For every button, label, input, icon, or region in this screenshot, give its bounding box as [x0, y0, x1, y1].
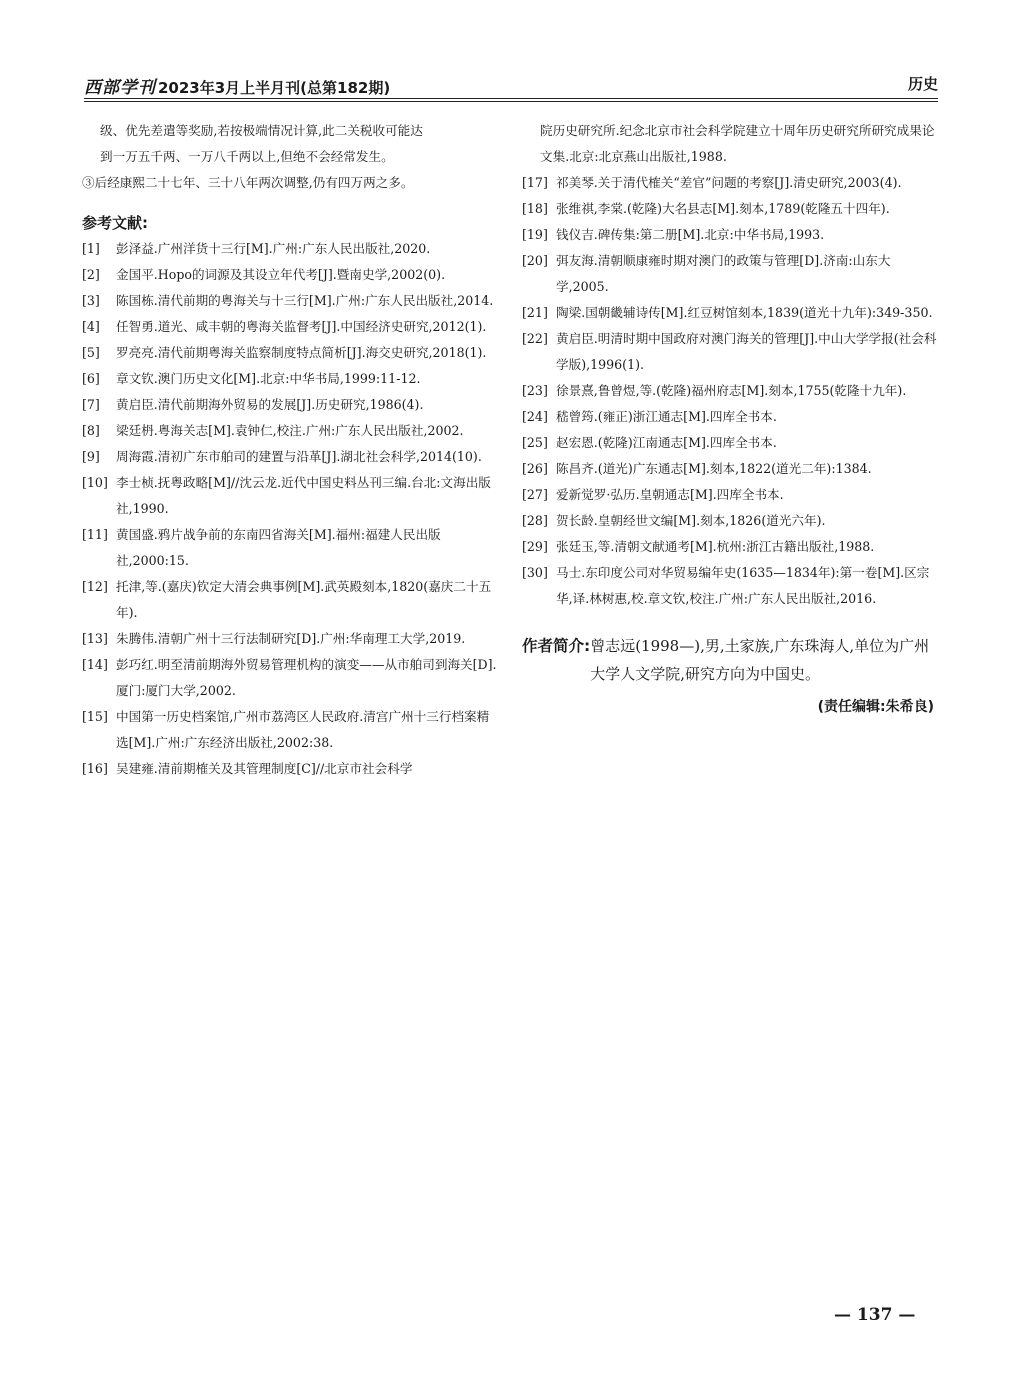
editor-note: (责任编辑:朱希良) — [817, 699, 934, 715]
reference-number: [23] — [522, 383, 548, 398]
reference-number: [4] — [82, 319, 100, 334]
reference-number: [30] — [522, 565, 548, 580]
reference-number: [29] — [522, 539, 548, 554]
reference-item — [82, 418, 500, 444]
reference-text: 张廷玉,等.清朝文献通考[M].杭州:浙江古籍出版社,1988. — [556, 539, 875, 554]
journal-logo: 西部学刊 — [84, 78, 156, 98]
reference-item — [82, 314, 500, 340]
reference-number: [9] — [82, 449, 100, 464]
reference-text: 贺长龄.皇朝经世文编[M].刻本,1826(道光六年). — [556, 513, 826, 528]
reference-number: [5] — [82, 345, 100, 360]
issue-label: 2023年3月上半月刊(总第182期) — [158, 79, 391, 97]
reference-item — [522, 430, 942, 456]
reference-item — [82, 522, 500, 574]
reference-text: 陶梁.国朝畿辅诗传[M].红豆树馆刻本,1839(道光十九年):349-350. — [556, 305, 933, 320]
reference-item — [522, 534, 942, 560]
reference-number: [15] — [82, 709, 108, 724]
reference-text: 金国平.Hopo的词源及其设立年代考[J].暨南史学,2002(0). — [116, 267, 446, 282]
reference-number: [1] — [82, 241, 100, 256]
reference-item — [522, 456, 942, 482]
reference-number: [28] — [522, 513, 548, 528]
reference-continuation: 院历史研究所.纪念北京市社会科学院建立十周年历史研究所研究成果论文集.北京:北京燕山出版社,1988. — [540, 123, 935, 164]
reference-item — [522, 248, 942, 300]
reference-text: 赵宏恩.(乾隆)江南通志[M].四库全书本. — [556, 435, 777, 450]
reference-number: [17] — [522, 175, 548, 190]
footnote-3: ③后经康熙二十七年、三十八年两次调整,仍有四万两之多。 — [82, 175, 414, 190]
reference-item — [522, 196, 942, 222]
reference-number: [22] — [522, 331, 548, 346]
reference-number: [13] — [82, 631, 108, 646]
reference-text: 弭友海.清朝顺康雍时期对澳门的政策与管理[D].济南:山东大学,2005. — [556, 253, 891, 294]
reference-item — [82, 236, 500, 262]
reference-text: 中国第一历史档案馆,广州市荔湾区人民政府.清宫广州十三行档案精选[M].广州:广东经济出版社,2002:38. — [116, 709, 490, 750]
reference-number: [18] — [522, 201, 548, 216]
reference-item — [522, 560, 942, 612]
page-number: — 137 — — [834, 1305, 916, 1325]
header-rule-thin — [84, 101, 938, 102]
reference-text: 彭泽益.广州洋货十三行[M].广州:广东人民出版社,2020. — [116, 241, 431, 256]
left-column — [82, 118, 500, 782]
reference-number: [8] — [82, 423, 100, 438]
reference-number: [2] — [82, 267, 100, 282]
note-continuation: 到一万五千两、一万八千两以上,但绝不会经常发生。 — [100, 149, 394, 164]
reference-text: 陈国栋.清代前期的粤海关与十三行[M].广州:广东人民出版社,2014. — [116, 293, 494, 308]
reference-text: 彭巧红.明至清前期海外贸易管理机构的演变——从市舶司到海关[D].厦门:厦门大学,2002. — [116, 657, 497, 698]
reference-text: 任智勇.道光、咸丰朝的粤海关监督考[J].中国经济史研究,2012(1). — [116, 319, 487, 334]
reference-item — [522, 300, 942, 326]
reference-text: 黄启臣.明清时期中国政府对澳门海关的管理[J].中山大学学报(社会科学版),1996(1). — [556, 331, 937, 372]
reference-number: [12] — [82, 579, 108, 594]
reference-text: 黄国盛.鸦片战争前的东南四省海关[M].福州:福建人民出版社,2000:15. — [116, 527, 441, 568]
reference-number: [20] — [522, 253, 548, 268]
reference-item — [82, 340, 500, 366]
reference-number: [16] — [82, 761, 108, 776]
reference-item — [82, 366, 500, 392]
reference-item — [82, 444, 500, 470]
reference-text: 钱仪吉.碑传集:第二册[M].北京:中华书局,1993. — [556, 227, 825, 242]
reference-item — [82, 756, 500, 782]
reference-text: 陈昌齐.(道光)广东通志[M].刻本,1822(道光二年):1384. — [556, 461, 872, 476]
references-list-left — [82, 236, 500, 782]
reference-item — [82, 626, 500, 652]
reference-item — [522, 326, 942, 378]
reference-text: 马士.东印度公司对华贸易编年史(1635—1834年):第一卷[M].区宗华,译.林树惠,校.章文钦,校注.广州:广东人民出版社,2016. — [556, 565, 930, 606]
reference-number: [19] — [522, 227, 548, 242]
reference-text: 爱新觉罗·弘历.皇朝通志[M].四库全书本. — [556, 487, 784, 502]
references-list-right — [522, 170, 942, 612]
reference-number: [21] — [522, 305, 548, 320]
section-label: 历史 — [907, 75, 938, 93]
reference-number: [27] — [522, 487, 548, 502]
reference-text: 徐景熹,鲁曾煜,等.(乾隆)福州府志[M].刻本,1755(乾隆十九年). — [556, 383, 907, 398]
reference-number: [7] — [82, 397, 100, 412]
reference-item — [82, 392, 500, 418]
reference-number: [14] — [82, 657, 108, 672]
reference-item — [522, 404, 942, 430]
reference-item — [522, 482, 942, 508]
reference-text: 罗亮亮.清代前期粤海关监察制度特点简析[J].海交史研究,2018(1). — [116, 345, 487, 360]
reference-text: 梁廷枬.粤海关志[M].袁钟仁,校注.广州:广东人民出版社,2002. — [116, 423, 464, 438]
reference-item — [522, 378, 942, 404]
note-continuation: 级、优先差遣等奖励,若按极端情况计算,此二关税收可能达 — [100, 123, 423, 138]
reference-number: [25] — [522, 435, 548, 450]
reference-number: [3] — [82, 293, 100, 308]
reference-text: 李士桢.抚粤政略[M]//沈云龙.近代中国史料丛刊三编.台北:文海出版社,1990. — [116, 475, 491, 516]
reference-number: [26] — [522, 461, 548, 476]
reference-number: [10] — [82, 475, 108, 490]
reference-item — [82, 574, 500, 626]
reference-number: [6] — [82, 371, 100, 386]
author-label: 作者简介: — [522, 637, 591, 655]
reference-number: [11] — [82, 527, 108, 542]
reference-item — [82, 704, 500, 756]
reference-item — [82, 652, 500, 704]
reference-text: 章文钦.澳门历史文化[M].北京:中华书局,1999:11-12. — [116, 371, 421, 386]
reference-item — [82, 262, 500, 288]
reference-text: 吴建雍.清前期榷关及其管理制度[C]//北京市社会科学 — [116, 761, 413, 776]
reference-text: 托津,等.(嘉庆)钦定大清会典事例[M].武英殿刻本,1820(嘉庆二十五年). — [116, 579, 492, 620]
references-heading: 参考文献: — [82, 214, 148, 232]
reference-text: 嵇曾筠.(雍正)浙江通志[M].四库全书本. — [556, 409, 777, 424]
reference-text: 周海霞.清初广东市舶司的建置与沿革[J].湖北社会科学,2014(10). — [116, 449, 482, 464]
reference-text: 张维祺,李棠.(乾隆)大名县志[M].刻本,1789(乾隆五十四年). — [556, 201, 890, 216]
reference-text: 朱腾伟.清朝广州十三行法制研究[D].广州:华南理工大学,2019. — [116, 631, 466, 646]
reference-text: 黄启臣.清代前期海外贸易的发展[J].历史研究,1986(4). — [116, 397, 424, 412]
journal-issue — [84, 73, 390, 98]
reference-item — [522, 222, 942, 248]
header-rule — [84, 98, 938, 99]
reference-number: [24] — [522, 409, 548, 424]
right-column — [522, 118, 942, 720]
page-header — [84, 73, 938, 97]
reference-item — [522, 508, 942, 534]
reference-item — [82, 470, 500, 522]
author-bio — [522, 632, 942, 688]
author-text: 曾志远(1998—),男,土家族,广东珠海人,单位为广州大学人文学院,研究方向为中国史。 — [590, 637, 930, 683]
reference-text: 祁美琴.关于清代榷关“差官”问题的考察[J].清史研究,2003(4). — [556, 175, 902, 190]
reference-item — [82, 288, 500, 314]
reference-item — [522, 170, 942, 196]
